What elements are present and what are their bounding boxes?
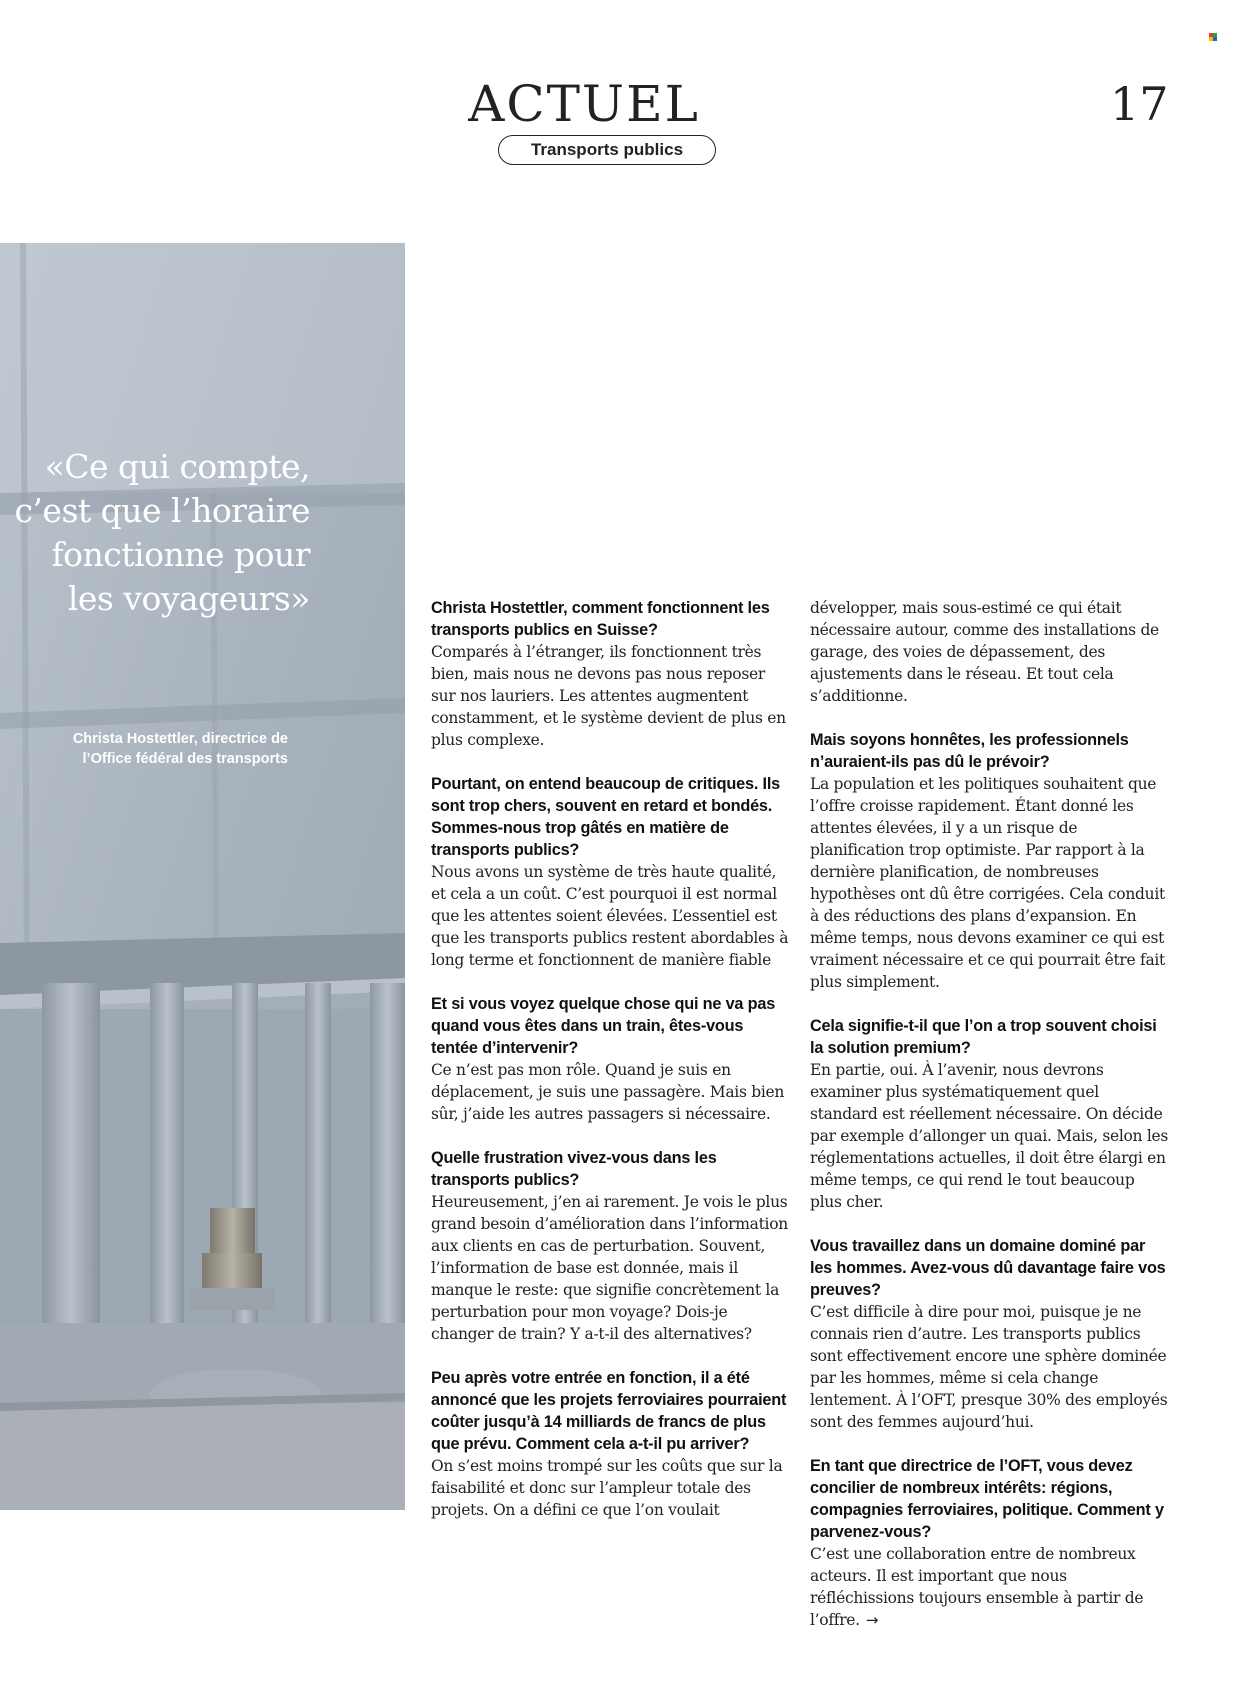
quote-attribution: Christa Hostettler, directrice de l’Office fédéral des transports [72,731,288,767]
interview-column-left [431,597,791,1543]
color-mark [1209,33,1217,41]
answer: C’est difficile à dire pour moi, puisque je ne connais rien d’autre. Les transports publics sont effectivement encore une sphère dominée par les hommes, même si cela change lentement. À l’OFT, presque 30% des employés sont des femmes aujourd’hui. [810,1303,1168,1431]
question: Quelle frustration vivez-vous dans les transports publics? [431,1149,717,1189]
answer: En partie, oui. À l’avenir, nous devrons examiner plus systématiquement quel standard est réellement nécessaire. On décide par exemple d’allonger un quai. Mais, selon les réglementations actuelles, il doit être élargi en même temps, ce qui rend le tout beaucoup plus cher. [810,1061,1169,1211]
question: Et si vous voyez quelque chose qui ne va pas quand vous êtes dans un train, êtes-vous tentée d’intervenir? [431,995,776,1057]
answer: La population et les politiques souhaitent que l’offre croisse rapidement. Étant donné les attentes élevées, il y a un risque de planification trop optimiste. Par rapport à la dernière planification, de nombreuses hypothèses ont dû être corrigées. Cela conduit à des réductions des plans d’expansion. En même temps, nous devons examiner ce qui est vraiment nécessaire et ce qui pourrait être fait plus simplement. [810,775,1165,991]
question: Vous travaillez dans un domaine dominé par les hommes. Avez-vous dû davantage faire vos preuves? [810,1237,1166,1299]
section-title: ACTUEL [468,75,700,133]
answer: On s’est moins trompé sur les coûts que sur la faisabilité et donc sur l’ampleur totale des projets. On a défini ce que l’on voulait [431,1457,783,1519]
photo-artwork [0,243,405,1510]
answer: Nous avons un système de très haute qualité, et cela a un coût. C’est pourquoi il est normal que les attentes soient élevées. L’essentiel est que les transports publics restent abordables à long terme et fonctionnent de manière fiable [431,863,789,969]
question: Christa Hostettler, comment fonctionnent les transports publics en Suisse? [431,599,770,639]
interview-column-right [810,597,1170,1653]
question: Peu après votre entrée en fonction, il a été annoncé que les projets ferroviaires pourraient coûter jusqu’à 14 milliards de francs de plus que prévu. Comment cela a-t-il pu arriver? [431,1369,787,1453]
question: Mais soyons honnêtes, les professionnels n’auraient-ils pas dû le prévoir? [810,731,1129,771]
answer: Heureusement, j’en ai rarement. Je vois le plus grand besoin d’amélioration dans l’information aux clients en cas de perturbation. Souvent, l’information de base est donnée, mais il manque le reste: que signifie concrètement la perturbation pour mon voyage? Dois-je changer de train? Y a-t-il des alternatives? [431,1193,788,1343]
question: En tant que directrice de l’OFT, vous devez concilier de nombreux intérêts: régions, compagnies ferroviaires, politique. Comment y parvenez-vous? [810,1457,1164,1541]
answer-text: C’est une collaboration entre de nombreux acteurs. Il est important que nous réfléchissions toujours ensemble à partir de l’offre. [810,1545,1144,1629]
photo [0,243,405,1510]
question: Pourtant, on entend beaucoup de critiques. Ils sont trop chers, souvent en retard et bondés. Sommes-nous trop gâtés en matière de transports publics? [431,775,781,859]
answer-last [810,1543,1170,1631]
answer: Ce n’est pas mon rôle. Quand je suis en déplacement, je suis une passagère. Mais bien sûr, j’aide les autres passagers si nécessaire. [431,1061,785,1123]
page-number: 17 [1110,77,1169,131]
pull-quote: «Ce qui compte, c’est que l’horaire fonctionne pour les voyageurs» [14,447,310,618]
continue-arrow-icon: → [865,1611,879,1629]
answer: Comparés à l’étranger, ils fonctionnent très bien, mais nous ne devons pas nous reposer sur nos lauriers. Les attentes augmentent constamment, et le système devient de plus en plus complexe. [431,643,786,749]
section-tag: Transports publics [498,135,716,165]
answer-continuation: développer, mais sous-estimé ce qui était nécessaire autour, comme des installations de garage, des voies de dépassement, des ajustements dans le réseau. Et tout cela s’additionne. [810,599,1159,705]
question: Cela signifie-t-il que l’on a trop souvent choisi la solution premium? [810,1017,1157,1057]
